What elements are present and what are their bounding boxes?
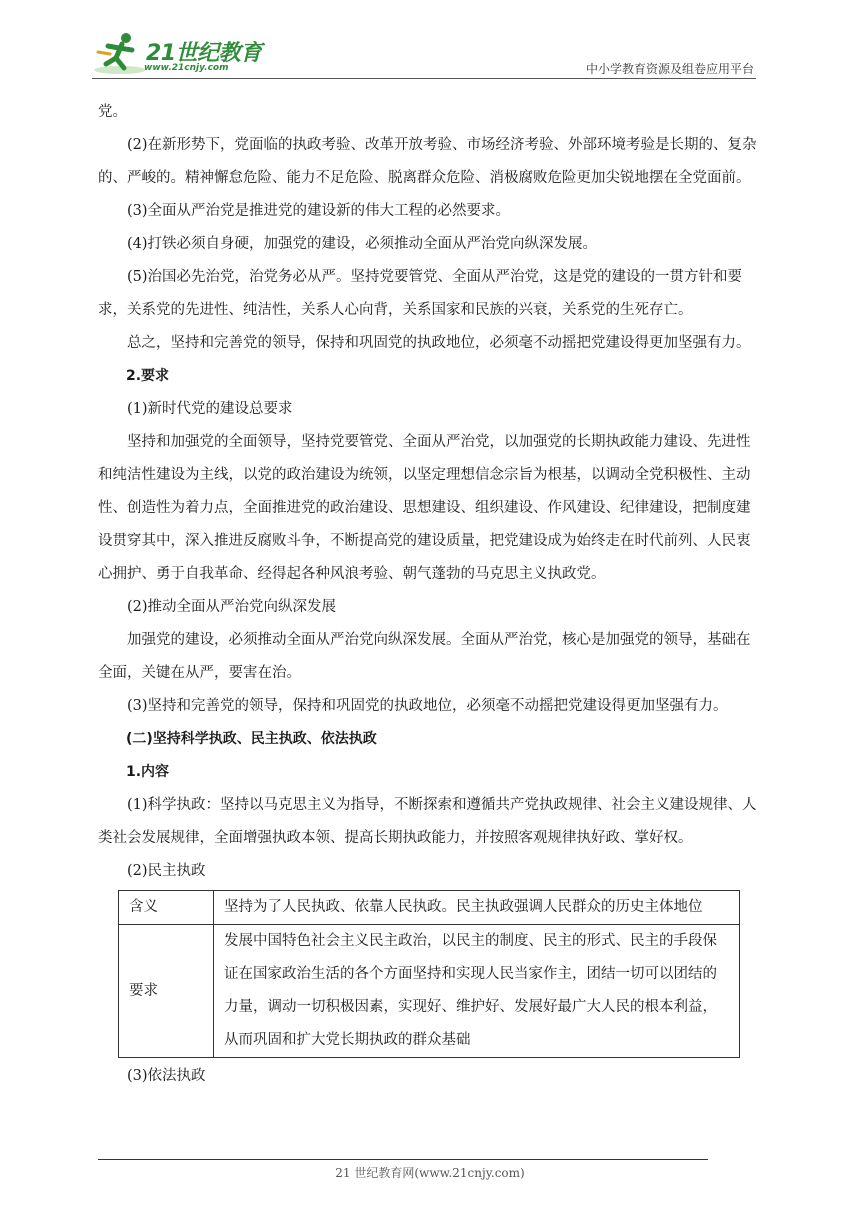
paragraph: (4)打铁必须自身硬，加强党的建设，必须推动全面从严治党向纵深发展。 bbox=[127, 236, 598, 252]
paragraph: (2)推动全面从严治党向纵深发展 bbox=[127, 599, 337, 615]
page-footer: 21 世纪教育网(www.21cnjy.com) bbox=[335, 1166, 525, 1180]
logo-text: 21世纪教育 bbox=[146, 41, 262, 66]
paragraph: 党。 bbox=[98, 104, 127, 120]
paragraph: (5)治国必先治党，治党务必从严。坚持党要管党、全面从严治党，这是党的建设的一贯方针和要求，关系党的先进性、纯洁性，关系人心向背，关系国家和民族的兴衰，关系党的生死存亡。 bbox=[98, 269, 743, 318]
logo-url: www.21cnjy.com bbox=[144, 63, 229, 73]
paragraph: (1)科学执政：坚持以马克思主义为指导，不断探索和遵循共产党执政规律、社会主义建设规律、人类社会发展规律，全面增强执政本领、提高长期执政能力，并按照客观规律执好政、掌好权。 bbox=[98, 797, 757, 846]
table-cell-label: 要求 bbox=[119, 925, 214, 1058]
table-row bbox=[119, 925, 740, 1058]
table-cell-text: 发展中国特色社会主义民主政治，以民主的制度、民主的形式、民主的手段保证在国家政治生活的各个方面坚持和实现人民当家作主，团结一切可以团结的力量，调动一切积极因素，实现好、维护好、发展好最广大人民的根本利益，从而巩固和扩大党长期执政的群众基础 bbox=[214, 925, 740, 1058]
document-body bbox=[98, 96, 762, 1093]
header-divider bbox=[92, 78, 756, 79]
paragraph: (1)新时代党的建设总要求 bbox=[127, 401, 293, 417]
footer-divider bbox=[98, 1159, 708, 1160]
section-heading: 1.内容 bbox=[126, 764, 170, 780]
table-row bbox=[119, 891, 740, 925]
page-header bbox=[0, 0, 860, 82]
section-heading: (二)坚持科学执政、民主执政、依法执政 bbox=[126, 731, 377, 747]
paragraph: (3)坚持和完善党的领导，保持和巩固党的执政地位，必须毫不动摇把党建设得更加坚强有力。 bbox=[127, 698, 728, 714]
paragraph: (3)全面从严治党是推进党的建设新的伟大工程的必然要求。 bbox=[127, 203, 511, 219]
paragraph: (2)在新形势下，党面临的执政考验、改革开放考验、市场经济考验、外部环境考验是长期的、复杂的、严峻的。精神懈怠危险、能力不足危险、脱离群众危险、消极腐败危险更加尖锐地摆在全党面前。 bbox=[98, 137, 757, 186]
runner-logo-icon bbox=[92, 30, 152, 78]
paragraph: (3)依法执政 bbox=[127, 1068, 206, 1084]
site-logo bbox=[92, 30, 272, 78]
paragraph: 坚持和加强党的全面领导，坚持党要管党、全面从严治党，以加强党的长期执政能力建设、先进性和纯洁性建设为主线，以党的政治建设为统领，以坚定理想信念宗旨为根基，以调动全党积极性、主动性、创造性为着力点，全面推进党的政治建设、思想建设、组织建设、作风建设、纪律建设，把制度建设贯穿其中，深入推进反腐败斗争，不断提高党的建设质量，把党建设成为始终走在时代前列、人民衷心拥护、勇于自我革命、经得起各种风浪考验、朝气蓬勃的马克思主义执政党。 bbox=[98, 434, 751, 582]
table-cell-label: 含义 bbox=[119, 891, 214, 925]
paragraph: (2)民主执政 bbox=[127, 863, 206, 879]
democratic-governance-table bbox=[118, 890, 740, 1058]
platform-name: 中小学教育资源及组卷应用平台 bbox=[585, 62, 754, 76]
paragraph: 总之，坚持和完善党的领导，保持和巩固党的执政地位，必须毫不动摇把党建设得更加坚强有力。 bbox=[127, 335, 751, 351]
paragraph: 加强党的建设，必须推动全面从严治党向纵深发展。全面从严治党，核心是加强党的领导，基础在全面，关键在从严，要害在治。 bbox=[98, 632, 751, 681]
table-cell-text: 坚持为了人民执政、依靠人民执政。民主执政强调人民群众的历史主体地位 bbox=[214, 891, 740, 925]
section-heading: 2.要求 bbox=[126, 368, 170, 384]
